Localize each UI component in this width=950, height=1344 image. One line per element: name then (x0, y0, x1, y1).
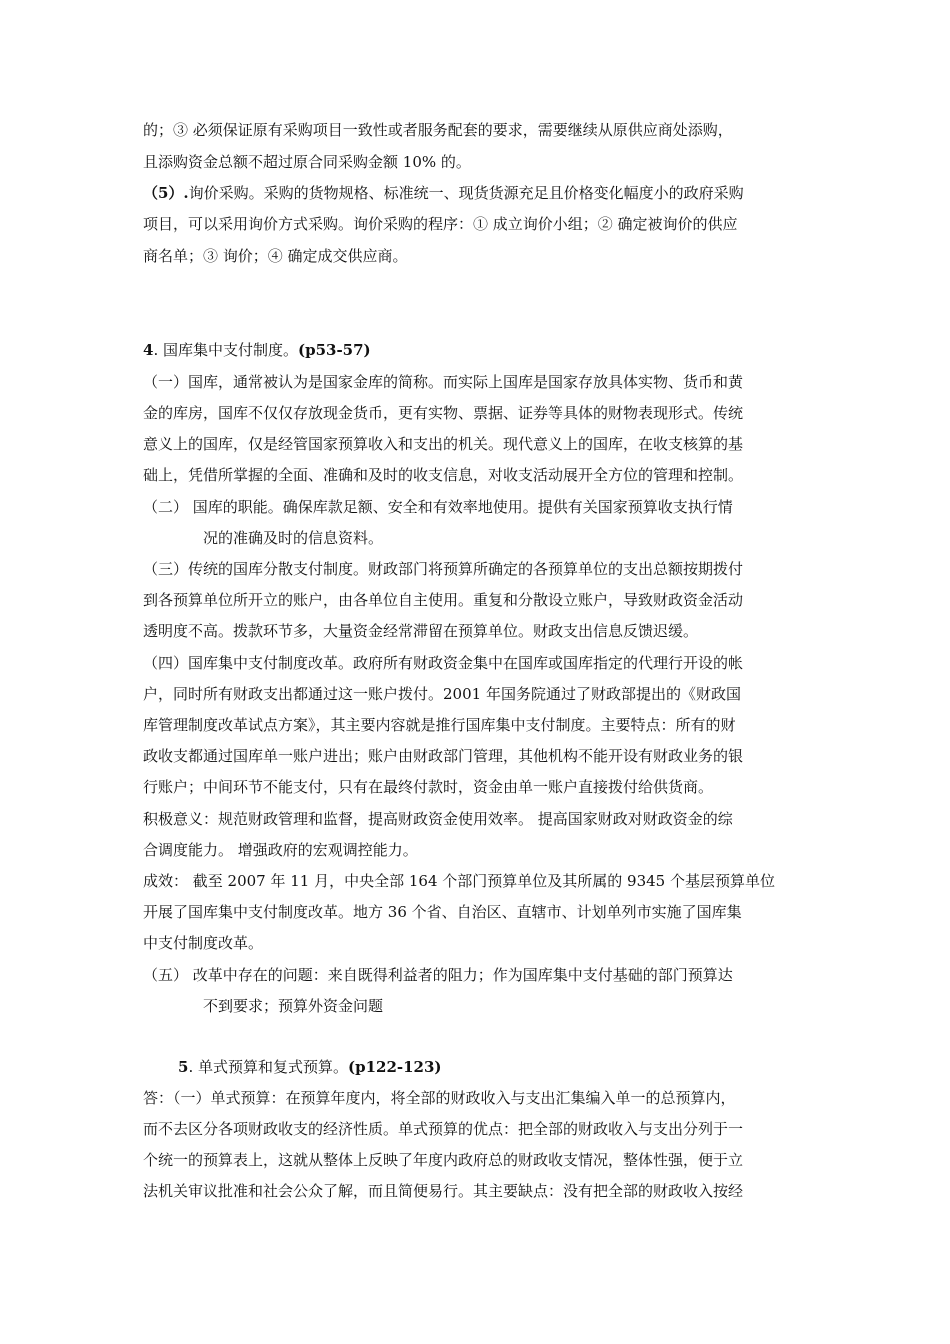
section-5-title: . 单式预算和复式预算。 (188, 1058, 348, 1076)
text-line: 况的准确及时的信息资料。 (203, 529, 384, 547)
text-line: 到各预算单位所开立的账户，由各单位自主使用。重复和分散设立账户，导致财政资金活动 (143, 591, 744, 609)
text-line: 意义上的国库，仅是经管国家预算收入和支出的机关。现代意义上的国库，在收支核算的基 (143, 435, 744, 453)
text-line: 法机关审议批准和社会公众了解，而且简便易行。其主要缺点：没有把全部的财政收入按经 (143, 1182, 744, 1200)
text-line: 而不去区分各项财政收支的经济性质。单式预算的优点：把全部的财政收入与支出分列于一 (143, 1120, 744, 1138)
text-line: 成效： 截至 2007 年 11 月，中央全部 164 个部门预算单位及其所属的 9345 个基层预算单位 (143, 872, 775, 890)
section-4-number: 4 (143, 341, 154, 359)
text-line: （三）传统的国库分散支付制度。财政部门将预算所确定的各预算单位的支出总额按期拨付 (143, 560, 744, 578)
text-line: 行账户；中间环节不能支付，只有在最终付款时，资金由单一账户直接拨付给供货商。 (143, 778, 714, 796)
inquiry-paragraph-first-line (143, 183, 744, 203)
text-line: 金的库房，国库不仅仅存放现金货币，更有实物、票据、证券等具体的财物表现形式。传统 (143, 404, 744, 422)
text-line: 答：（一）单式预算：在预算年度内，将全部的财政收入与支出汇集编入单一的总预算内， (143, 1089, 736, 1107)
inquiry-text: 询价采购。采购的货物规格、标准统一、现货货源充足且价格变化幅度小的政府采购 (188, 184, 744, 202)
text-line: 的；③ 必须保证原有采购项目一致性或者服务配套的要求，需要继续从原供应商处添购， (143, 121, 733, 139)
text-line: 个统一的预算表上，这就从整体上反映了年度内政府总的财政收支情况，整体性强，便于立 (143, 1151, 744, 1169)
text-line: 政收支都通过国库单一账户进出；账户由财政部门管理，其他机构不能开设有财政业务的银 (143, 747, 744, 765)
section-5-heading (178, 1057, 442, 1077)
text-line: 合调度能力。 增强政府的宏观调控能力。 (143, 841, 418, 859)
text-line: 础上，凭借所掌握的全面、准确和及时的收支信息，对收支活动展开全方位的管理和控制。 (143, 466, 744, 484)
text-line: 不到要求；预算外资金问题 (203, 997, 384, 1015)
text-line: 户，同时所有财政支出都通过这一账户拨付。2001 年国务院通过了财政部提出的《财政国 (143, 685, 741, 703)
section-4-pages: (p53-57) (297, 341, 371, 359)
section-5-number: 5 (178, 1058, 189, 1076)
text-line: 商名单；③ 询价；④ 确定成交供应商。 (143, 247, 408, 265)
text-line: 库管理制度改革试点方案》，其主要内容就是推行国库集中支付制度。主要特点：所有的财 (143, 716, 736, 734)
section-4-heading (143, 340, 371, 360)
text-line: 且添购资金总额不超过原合同采购金额 10% 的。 (143, 153, 471, 171)
text-line: （一）国库，通常被认为是国家金库的简称。而实际上国库是国家存放具体实物、货币和黄 (143, 373, 744, 391)
text-line: 中支付制度改革。 (143, 934, 264, 952)
section-4-title: . 国库集中支付制度。 (153, 341, 298, 359)
text-line: 积极意义：规范财政管理和监督，提高财政资金使用效率。 提高国家财政对财政资金的综 (143, 810, 733, 828)
section-5-pages: (p122-123) (347, 1058, 442, 1076)
text-line: 透明度不高。拨款环节多，大量资金经常滞留在预算单位。财政支出信息反馈迟缓。 (143, 622, 699, 640)
text-line: 开展了国库集中支付制度改革。地方 36 个省、自治区、直辖市、计划单列市实施了国库集 (143, 903, 742, 921)
text-line: 项目，可以采用询价方式采购。询价采购的程序：① 成立询价小组；② 确定被询价的供应 (143, 215, 738, 233)
text-line: （二） 国库的职能。确保库款足额、安全和有效率地使用。提供有关国家预算收支执行情 (143, 498, 733, 516)
text-line: （五） 改革中存在的问题：来自既得利益者的阻力；作为国库集中支付基础的部门预算达 (143, 966, 733, 984)
inquiry-heading: （5）. (143, 184, 189, 202)
text-line: （四）国库集中支付制度改革。政府所有财政资金集中在国库或国库指定的代理行开设的帐 (143, 654, 744, 672)
